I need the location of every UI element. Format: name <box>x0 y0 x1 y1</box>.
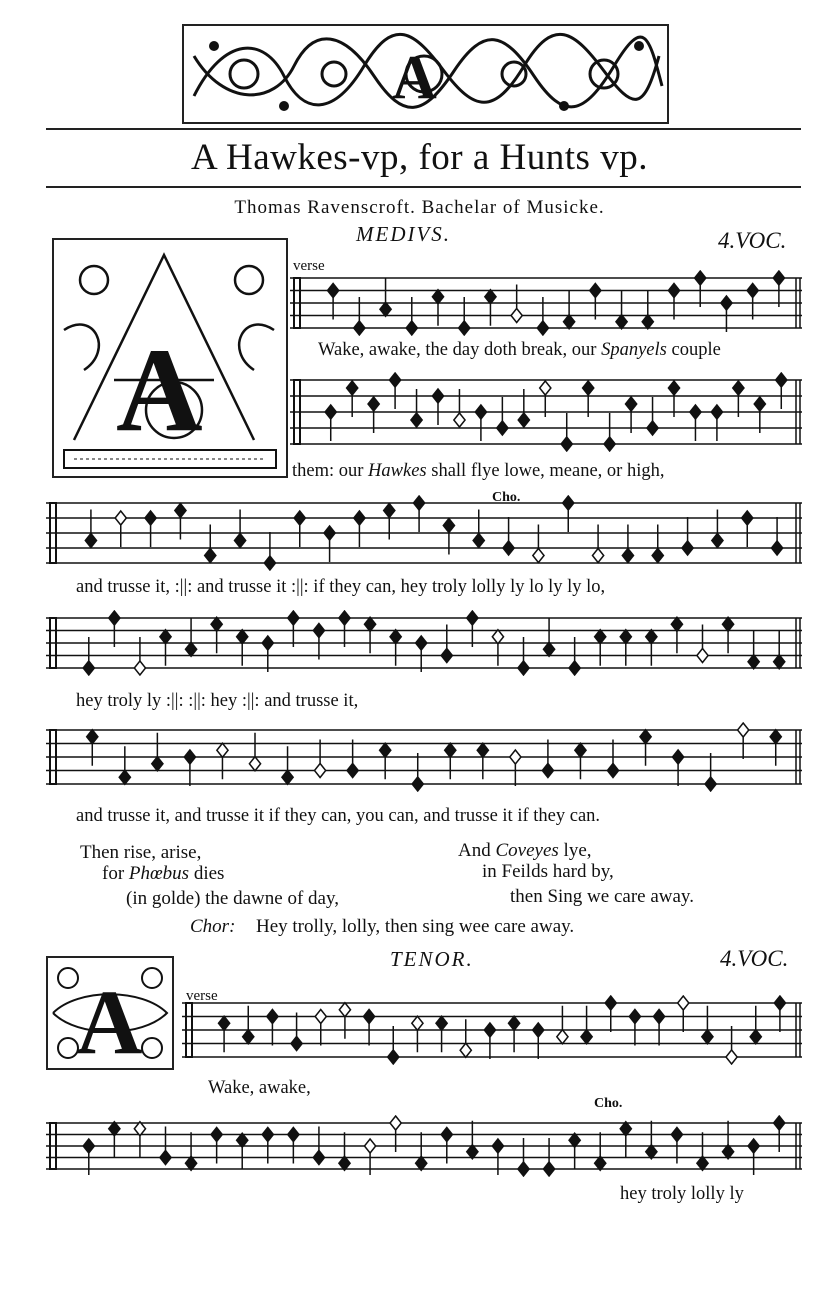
poem-left-1: Then rise, arise, <box>80 842 202 863</box>
chorus-marker-medius: Cho. <box>492 490 521 505</box>
music-staff-tenor-2 <box>46 1115 802 1177</box>
poem-left-2: for Phœbus dies <box>102 863 225 884</box>
music-staff-medius-2 <box>290 372 802 452</box>
verse-label-medius: verse <box>293 258 325 274</box>
author-line: Thomas Ravenscroft. Bachelar of Musicke. <box>234 197 605 218</box>
lyrics-medius-3: and trusse it, :||: and trusse it :||: if they can, hey troly lolly ly lo ly ly lo, <box>76 577 606 597</box>
voc-label-medius: 4.VOC. <box>718 228 787 253</box>
poem-right-2: in Feilds hard by, <box>482 861 614 882</box>
title-rule <box>46 186 801 188</box>
music-staff-medius-3 <box>46 495 802 571</box>
chorus-label: Chor: <box>190 916 236 937</box>
lyrics-medius-4: hey troly ly :||: :||: hey :||: and trusse it, <box>76 691 359 711</box>
voice-label-medius: MEDIVS. <box>356 222 452 246</box>
header-rule <box>46 128 801 130</box>
music-staff-tenor-1 <box>182 995 802 1065</box>
decorated-initial-a-tenor <box>46 956 174 1070</box>
decorated-initial-a <box>52 238 288 478</box>
chorus-text: Hey trolly, lolly, then sing wee care away. <box>256 916 575 937</box>
lyrics-medius-2: them: our Hawkes shall flye lowe, meane, or high, <box>292 461 665 481</box>
lyrics-medius-5: and trusse it, and trusse it if they can, you can, and trusse it if they can. <box>76 806 601 826</box>
poem-right-3: then Sing we care away. <box>510 886 694 907</box>
page-title: A Hawkes-vp, for a Hunts vp. <box>191 137 648 178</box>
music-staff-medius-5 <box>46 722 802 792</box>
poem-left-3: (in golde) the dawne of day, <box>126 888 339 909</box>
music-staff-medius-1 <box>290 270 802 336</box>
lyrics-medius-1: Wake, awake, the day doth break, our Spanyels couple <box>318 340 721 360</box>
lyrics-tenor-2: hey troly lolly ly <box>620 1184 744 1204</box>
svg-text:A: A <box>392 44 437 112</box>
poem-right-1: And Coveyes lye, <box>458 840 592 861</box>
verse-label-tenor: verse <box>186 988 218 1004</box>
voice-label-tenor: TENOR. <box>390 947 474 971</box>
lyrics-tenor-1: Wake, awake, <box>208 1078 311 1098</box>
music-staff-medius-4 <box>46 610 802 676</box>
headpiece-ornament <box>182 24 669 124</box>
voc-label-tenor: 4.VOC. <box>720 946 789 971</box>
chorus-marker-tenor: Cho. <box>594 1096 623 1111</box>
svg-text:A: A <box>76 971 143 1068</box>
svg-text:A: A <box>116 323 203 456</box>
